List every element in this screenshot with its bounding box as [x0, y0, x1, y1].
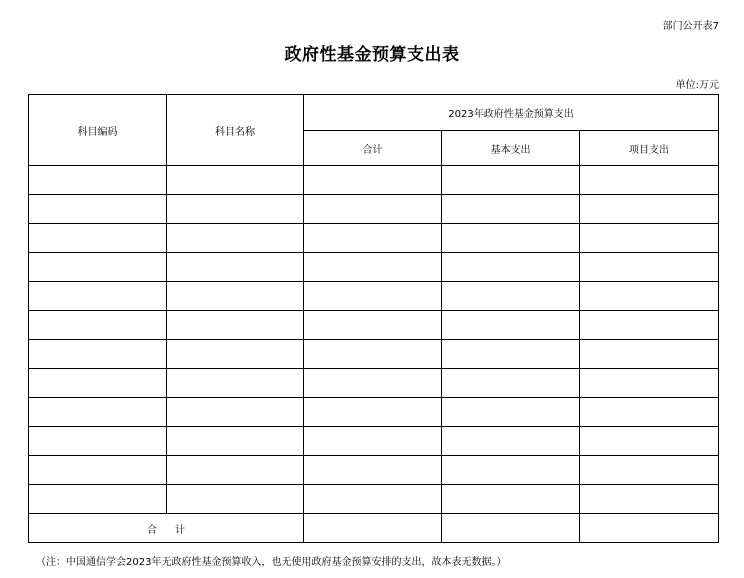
cell-total: [304, 224, 442, 253]
total-row: [29, 514, 719, 543]
cell-total: [304, 253, 442, 282]
cell-basic: [442, 282, 580, 311]
column-header-total: 合计: [304, 131, 442, 166]
cell-basic: [442, 311, 580, 340]
table-row: [29, 166, 719, 195]
cell-total: [304, 166, 442, 195]
table-row: [29, 253, 719, 282]
table-row: [29, 282, 719, 311]
cell-name: [167, 166, 304, 195]
total-row-label: 合计: [29, 514, 304, 543]
table-row: [29, 311, 719, 340]
cell-project: [580, 485, 719, 514]
cell-code: [29, 253, 167, 282]
table-row: [29, 195, 719, 224]
cell-code: [29, 311, 167, 340]
cell-code: [29, 166, 167, 195]
cell-total: [304, 311, 442, 340]
table-row: [29, 224, 719, 253]
cell-basic: [442, 340, 580, 369]
cell-code: [29, 398, 167, 427]
cell-project: [580, 340, 719, 369]
cell-project: [580, 195, 719, 224]
cell-project: [580, 224, 719, 253]
cell-total: [304, 282, 442, 311]
column-group-header: 2023年政府性基金预算支出: [304, 95, 719, 131]
cell-project: [580, 369, 719, 398]
column-header-project: 项目支出: [580, 131, 719, 166]
cell-name: [167, 485, 304, 514]
column-header-code: 科目编码: [29, 95, 167, 166]
cell-code: [29, 485, 167, 514]
column-header-name: 科目名称: [167, 95, 304, 166]
cell-project: [580, 311, 719, 340]
cell-total: [304, 195, 442, 224]
cell-total: [304, 427, 442, 456]
cell-project: [580, 398, 719, 427]
cell-code: [29, 456, 167, 485]
table-row: [29, 485, 719, 514]
cell-total: [304, 456, 442, 485]
cell-name: [167, 398, 304, 427]
cell-project: [580, 456, 719, 485]
cell-basic: [442, 427, 580, 456]
cell-basic: [442, 398, 580, 427]
cell-basic: [442, 369, 580, 398]
cell-basic: [442, 456, 580, 485]
cell-name: [167, 224, 304, 253]
unit-label: 单位:万元: [675, 80, 719, 91]
cell-total: [304, 398, 442, 427]
cell-code: [29, 282, 167, 311]
form-number: 部门公开表7: [662, 21, 719, 32]
table-row: [29, 427, 719, 456]
total-cell-project: [580, 514, 719, 543]
table-row: [29, 398, 719, 427]
cell-project: [580, 427, 719, 456]
cell-total: [304, 485, 442, 514]
cell-code: [29, 427, 167, 456]
cell-name: [167, 195, 304, 224]
cell-name: [167, 427, 304, 456]
total-cell-basic: [442, 514, 580, 543]
table-body: [29, 166, 719, 543]
cell-basic: [442, 224, 580, 253]
column-header-basic: 基本支出: [442, 131, 580, 166]
cell-basic: [442, 166, 580, 195]
header-row: [29, 95, 719, 131]
cell-basic: [442, 253, 580, 282]
cell-total: [304, 369, 442, 398]
cell-basic: [442, 485, 580, 514]
cell-code: [29, 369, 167, 398]
cell-code: [29, 340, 167, 369]
table-row: [29, 456, 719, 485]
cell-name: [167, 253, 304, 282]
cell-code: [29, 224, 167, 253]
cell-project: [580, 282, 719, 311]
budget-table: [28, 94, 719, 543]
table-row: [29, 340, 719, 369]
page-title: 政府性基金预算支出表: [284, 45, 460, 65]
cell-name: [167, 369, 304, 398]
cell-total: [304, 340, 442, 369]
cell-project: [580, 166, 719, 195]
total-cell-total: [304, 514, 442, 543]
cell-name: [167, 282, 304, 311]
cell-name: [167, 311, 304, 340]
cell-code: [29, 195, 167, 224]
footnote: （注：中国通信学会2023年无政府性基金预算收入，也无使用政府基金预算安排的支出，故本表无数据。）: [36, 557, 507, 568]
cell-basic: [442, 195, 580, 224]
cell-name: [167, 340, 304, 369]
table-row: [29, 369, 719, 398]
cell-project: [580, 253, 719, 282]
cell-name: [167, 456, 304, 485]
